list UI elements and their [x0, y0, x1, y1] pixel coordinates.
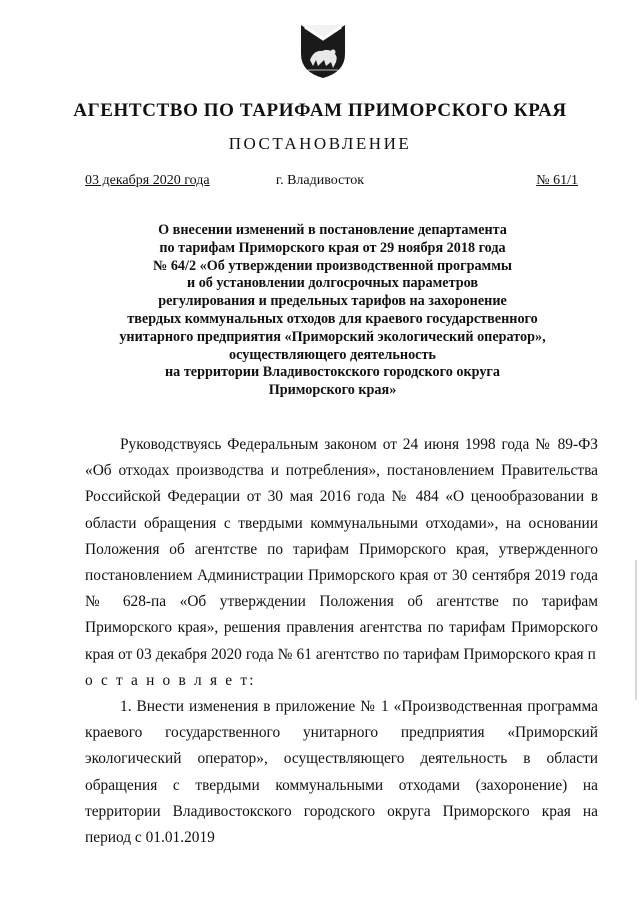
agency-name: АГЕНТСТВО ПО ТАРИФАМ ПРИМОРСКОГО КРАЯ — [73, 100, 567, 121]
title-line: Приморского края» — [268, 382, 397, 399]
preamble-paragraph — [85, 432, 598, 694]
document-city: г. Владивосток — [275, 173, 365, 188]
coat-of-arms-icon — [298, 22, 348, 80]
title-line: и об установлении долгосрочных параметров — [186, 275, 479, 292]
item-1-paragraph: 1. Внести изменения в приложение № 1 «Производственная программа краевого государственного унитарного предприятия «Приморский экологический оператор», осуществляющего деятельность в области обращения с твердыми коммунальными отходами (захоронение) на территории Владивостокского городского округа Приморского края на период с 01.01.2019 — [85, 698, 598, 847]
document-number: № 61/1 — [536, 173, 578, 188]
document-date: 03 декабря 2020 года — [85, 173, 210, 188]
title-line: № 64/2 «Об утверждении производственной программы — [153, 257, 512, 274]
title-line: О внесении изменений в постановление департамента — [158, 222, 507, 238]
preamble-text: Руководствуясь Федеральным законом от 24 июня 1998 года № 89-ФЗ «Об отходах производства и потребления», постановлением Правительства Российской Федерации от 30 мая 2016 года № 484 «О ценообразовании в области обращения с твердыми коммунальными отходами», на основании Положения об агентстве по тарифам Приморского края, утвержденного постановлением Администрации Приморского края от 30 сентября 2019 года № 628-па «Об утверждении Положения об агентстве по тарифам Приморского края», решения правления агентства по тарифам Приморского края от 03 декабря 2020 года № 61 агентство по тарифам Приморского края — [85, 436, 598, 663]
title-line: на территории Владивостокского городского округа — [165, 364, 500, 381]
decree-word: п о с т а н о в л я е т: — [85, 645, 598, 689]
document-type: ПОСТАНОВЛЕНИЕ — [228, 134, 412, 153]
title-line: твердых коммунальных отходов для краевого государственного — [127, 310, 538, 327]
title-line: регулирования и предельных тарифов на захоронение — [158, 293, 507, 310]
title-line: по тарифам Приморского края от 29 ноября 2018 года — [159, 239, 506, 256]
scan-edge-mark — [635, 560, 637, 700]
document-title — [90, 222, 575, 400]
title-line: унитарного предприятия «Приморский экологический оператор», — [119, 328, 546, 345]
title-line: осуществляющего деятельность — [229, 346, 436, 363]
document-body — [85, 432, 598, 851]
